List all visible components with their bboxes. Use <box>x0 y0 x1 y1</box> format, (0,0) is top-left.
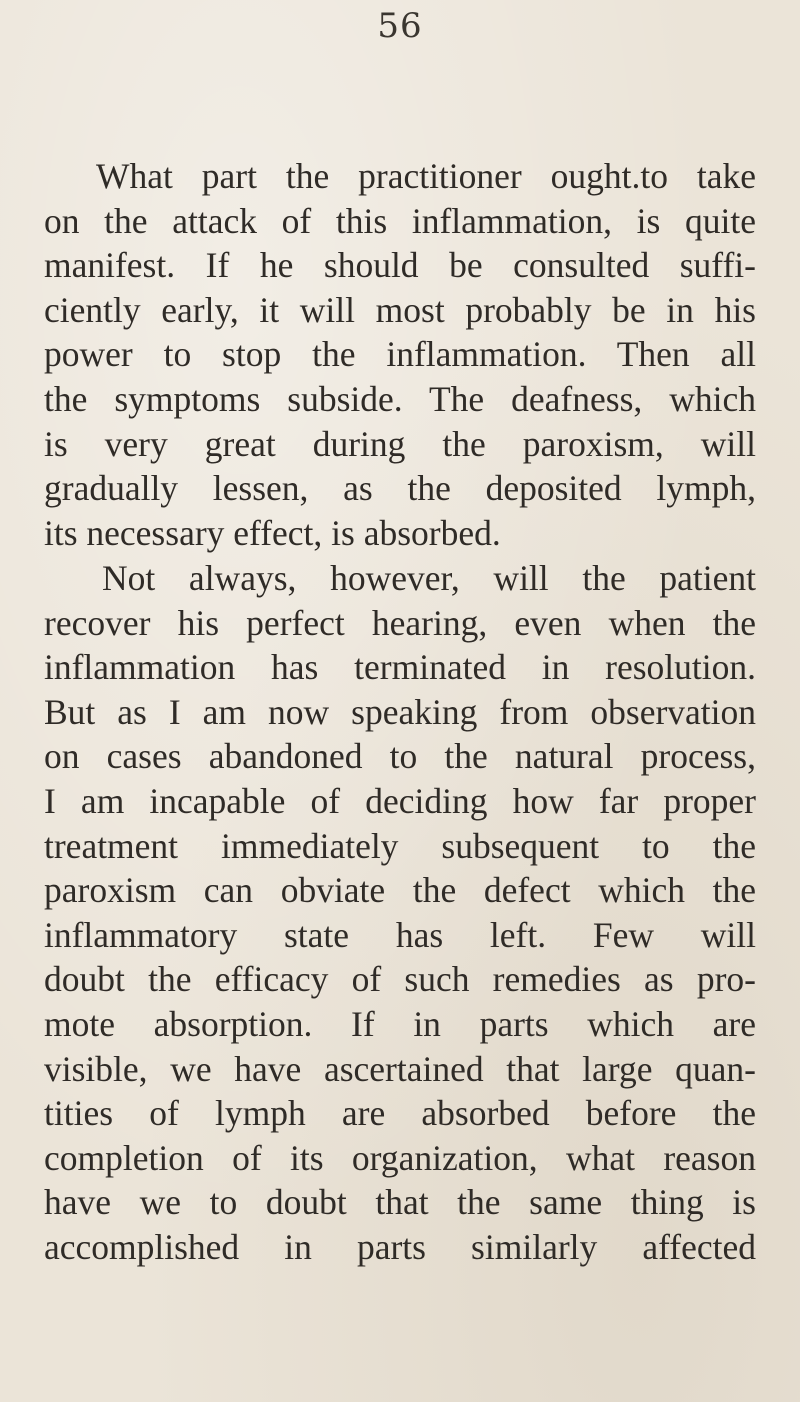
paragraph-line: ciently early, it will most probably be in his <box>44 289 756 330</box>
page-number: 56 <box>377 6 423 46</box>
paragraph-line: is very great during the paroxism, will <box>44 423 756 464</box>
paragraph-line: accomplished in parts similarly affected <box>44 1226 756 1267</box>
paragraph-line: But as I am now speaking from observation <box>44 691 756 732</box>
paragraph-1 <box>44 154 756 555</box>
paragraph-line: inflammation has terminated in resolution. <box>44 647 756 688</box>
paragraph-line: on cases abandoned to the natural process, <box>44 736 756 777</box>
paragraph-line: inflammatory state has left. Few will <box>44 914 756 955</box>
paragraph-line: have we to doubt that the same thing is <box>44 1182 756 1223</box>
paragraph-line: gradually lessen, as the deposited lymph, <box>44 468 756 509</box>
paragraph-line: the symptoms subside. The deafness, which <box>44 378 756 419</box>
paragraph-line: paroxism can obviate the defect which the <box>44 870 756 911</box>
paragraph-line: What part the practitioner ought.to take <box>96 156 756 196</box>
paragraph-line: treatment immediately subsequent to the <box>44 825 756 866</box>
paragraph-line: I am incapable of deciding how far proper <box>44 780 756 821</box>
paragraph-line: doubt the efficacy of such remedies as pro- <box>44 959 756 1000</box>
paragraph-line: mote absorption. If in parts which are <box>44 1003 756 1044</box>
paragraph-2 <box>44 556 756 1270</box>
paragraph-line: manifest. If he should be consulted suffi- <box>44 245 756 286</box>
paragraph-line: its necessary effect, is absorbed. <box>44 512 501 553</box>
paragraph-line: recover his perfect hearing, even when the <box>44 602 756 643</box>
paragraph-line: power to stop the inflammation. Then all <box>44 334 756 375</box>
paragraph-line: tities of lymph are absorbed before the <box>44 1093 756 1134</box>
paragraph-line: Not always, however, will the patient <box>102 558 756 598</box>
paragraph-line: visible, we have ascertained that large quan- <box>44 1048 756 1089</box>
paragraph-line: on the attack of this inflammation, is quite <box>44 200 756 241</box>
paragraph-line: completion of its organization, what reason <box>44 1137 756 1178</box>
